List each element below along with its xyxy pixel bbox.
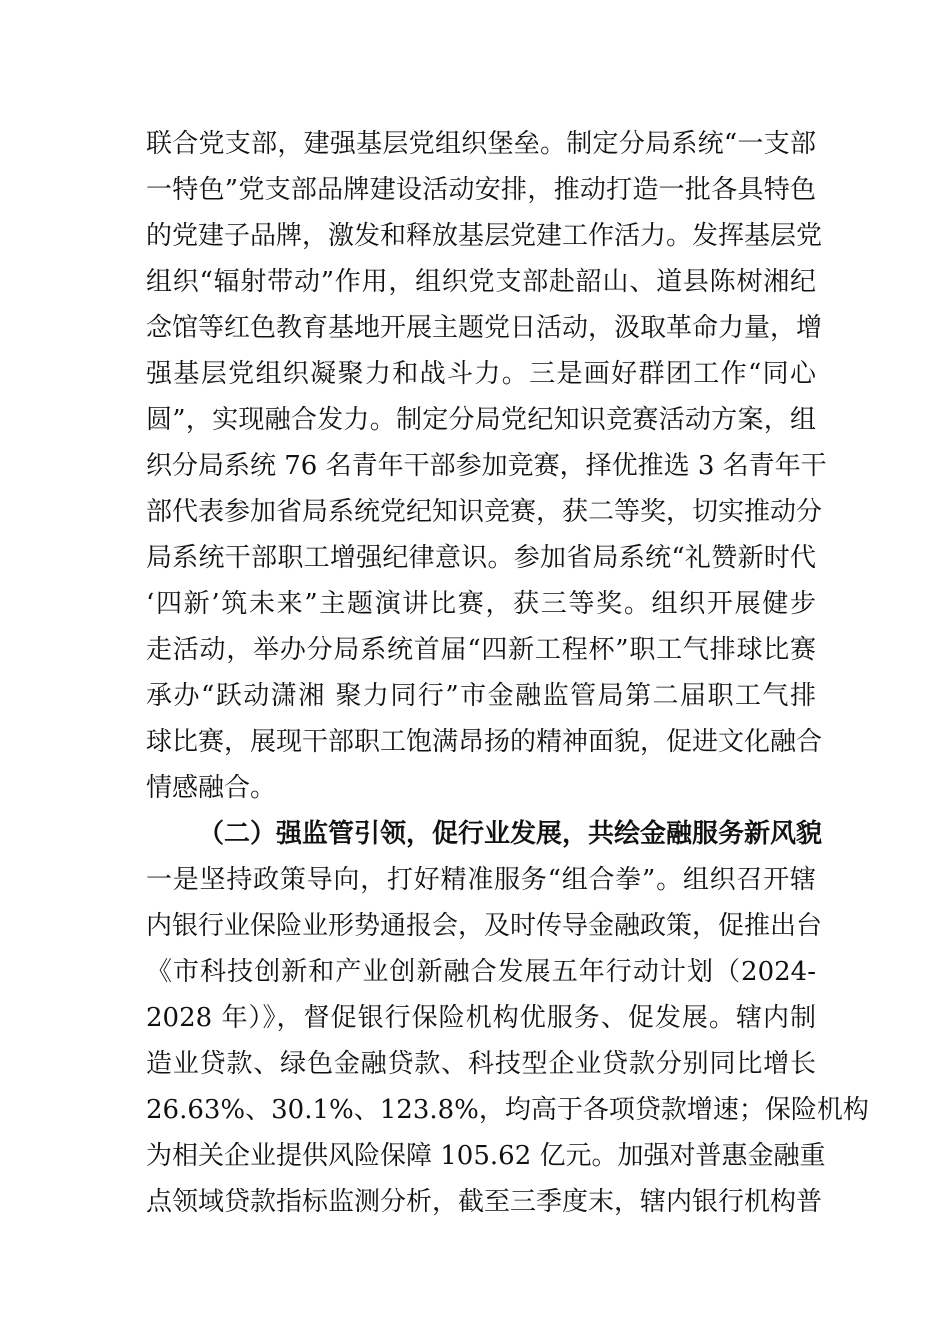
text-line: 联合党支部，建强基层党组织堡垒。制定分局系统“一支部 <box>146 129 816 159</box>
text-line: 强基层党组织凝聚力和战斗力。三是画好群团工作“同心 <box>146 359 816 389</box>
text-line: 内银行业保险业形势通报会，及时传导金融政策，促推出台 <box>146 911 823 941</box>
text-line: 走活动，举办分局系统首届“四新工程杯”职工气排球比赛 <box>146 635 816 665</box>
text-line: 一特色”党支部品牌建设活动安排，推动打造一批各具特色 <box>146 175 816 205</box>
section-heading: （二）强监管引领，促行业发展，共绘金融服务新风貌 <box>198 819 823 849</box>
text-line: 念馆等红色教育基地开展主题党日活动，汲取革命力量，增 <box>146 313 823 343</box>
text-line: 的党建子品牌，激发和释放基层党建工作活力。发挥基层党 <box>146 221 823 251</box>
paragraph-policy-guidance <box>146 857 869 1225</box>
paragraph-party-building <box>146 121 827 811</box>
text-line: 局系统干部职工增强纪律意识。参加省局系统“礼赞新时代 <box>146 543 816 573</box>
text-line: 点领域贷款指标监测分析，截至三季度末，辖内银行机构普 <box>146 1187 823 1217</box>
text-line: 2028 年）》，督促银行保险机构优服务、促发展。辖内制 <box>146 1003 816 1033</box>
text-line: 圆”，实现融合发力。制定分局党纪知识竞赛活动方案，组 <box>146 405 816 435</box>
text-line: 为相关企业提供风险保障 105.62 亿元。加强对普惠金融重 <box>146 1141 826 1171</box>
text-line: 造业贷款、绿色金融贷款、科技型企业贷款分别同比增长 <box>146 1049 816 1079</box>
text-line: 部代表参加省局系统党纪知识竞赛，获二等奖，切实推动分 <box>146 497 823 527</box>
text-line: 球比赛，展现干部职工饱满昂扬的精神面貌，促进文化融合 <box>146 727 823 757</box>
text-line: 26.63%、30.1%、123.8%，均高于各项贷款增速；保险机构 <box>146 1095 869 1125</box>
text-line: 组织“辐射带动”作用，组织党支部赴韶山、道县陈树湘纪 <box>146 267 816 297</box>
text-line: 一是坚持政策导向，打好精准服务“组合拳”。组织召开辖 <box>146 865 816 895</box>
text-line: 承办“跃动潇湘 聚力同行”市金融监管局第二届职工气排 <box>146 681 816 711</box>
document-body <box>146 121 869 1225</box>
text-line: ‘四新’筑未来”主题演讲比赛，获三等奖。组织开展健步 <box>146 589 816 619</box>
text-line: 《市科技创新和产业创新融合发展五年行动计划（2024- <box>146 957 816 987</box>
text-line: 情感融合。 <box>146 773 277 803</box>
text-line: 织分局系统 76 名青年干部参加竞赛，择优推选 3 名青年干 <box>146 451 827 481</box>
